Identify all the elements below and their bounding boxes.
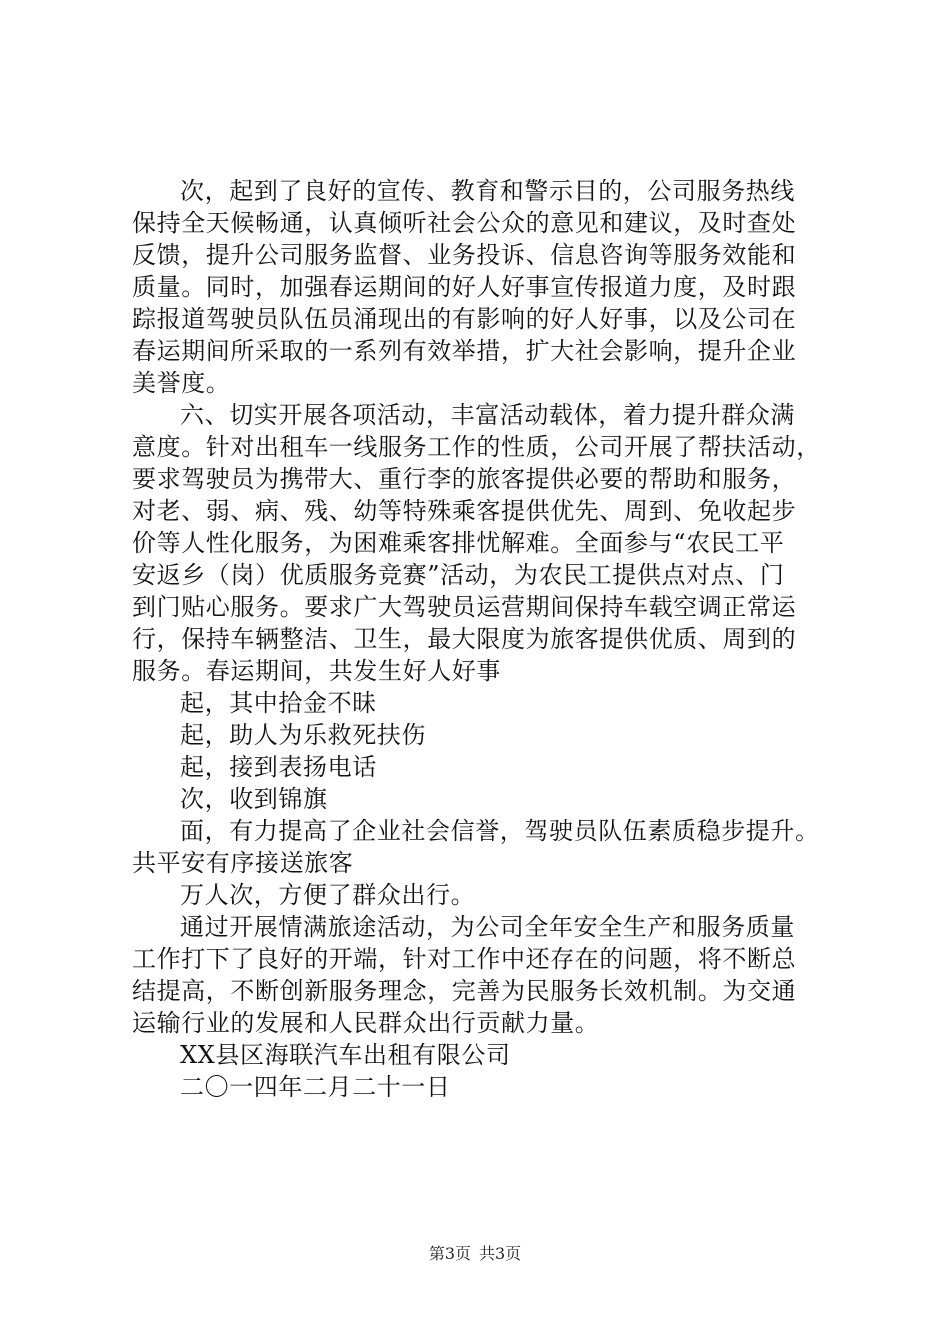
body-line: 对老、弱、病、残、幼等特殊乘客提供优先、周到、免收起步 — [132, 497, 797, 525]
body-line: 行，保持车辆整洁、卫生，最大限度为旅客提供优质、周到的 — [132, 625, 797, 653]
body-line: 通过开展情满旅途活动，为公司全年安全生产和服务质量 — [180, 913, 795, 941]
body-line: 到门贴心服务。要求广大驾驶员运营期间保持车载空调正常运 — [132, 593, 797, 621]
body-line: 服务。春运期间，共发生好人好事 — [132, 657, 501, 685]
body-line: 春运期间所采取的一系列有效举措，扩大社会影响，提升企业 — [132, 337, 797, 365]
body-line: 二〇一四年二月二十一日 — [180, 1073, 451, 1101]
body-line: 安返乡（岗）优质服务竞赛”活动，为农民工提供点对点、门 — [132, 561, 785, 589]
body-line: 起，其中拾金不昧 — [180, 689, 377, 717]
body-line: 起，接到表扬电话 — [180, 753, 377, 781]
body-line: 保持全天候畅通，认真倾听社会公众的意见和建议，及时查处 — [132, 209, 797, 237]
body-line: 质量。同时，加强春运期间的好人好事宣传报道力度，及时跟 — [132, 273, 797, 301]
page-number-total: 共3页 — [479, 1244, 522, 1263]
body-line: 六、切实开展各项活动，丰富活动载体，着力提升群众满 — [180, 401, 795, 429]
body-line: 起，助人为乐救死扶伤 — [180, 721, 426, 749]
body-line: 工作打下了良好的开端，针对工作中还存在的问题，将不断总 — [132, 945, 797, 973]
body-line: 结提高，不断创新服务理念，完善为民服务长效机制。为交通 — [132, 977, 797, 1005]
body-line: 共平安有序接送旅客 — [132, 849, 354, 877]
body-line: 次，起到了良好的宣传、教育和警示目的，公司服务热线 — [180, 177, 795, 205]
body-line: 踪报道驾驶员队伍员涌现出的有影响的好人好事，以及公司在 — [132, 305, 797, 333]
body-line: 价等人性化服务，为困难乘客排忧解难。全面参与“农民工平 — [132, 529, 785, 557]
body-line: 意度。针对出租车一线服务工作的性质，公司开展了帮扶活动， — [132, 433, 821, 461]
body-line: 面，有力提高了企业社会信誉，驾驶员队伍素质稳步提升。 — [180, 817, 820, 845]
body-line: 要求驾驶员为携带大、重行李的旅客提供必要的帮助和服务， — [132, 465, 797, 493]
body-line: 运输行业的发展和人民群众出行贡献力量。 — [132, 1009, 600, 1037]
page-number-current: 第3页 — [428, 1244, 471, 1263]
body-line: 反馈，提升公司服务监督、业务投诉、信息咨询等服务效能和 — [132, 241, 797, 269]
body-line: 万人次，方便了群众出行。 — [180, 881, 476, 909]
body-line: 美誉度。 — [132, 369, 231, 397]
body-line: XX县区海联汽车出租有限公司 — [180, 1041, 511, 1069]
document-body — [132, 175, 832, 1103]
body-line: 次，收到锦旗 — [180, 785, 328, 813]
page-footer — [0, 1243, 950, 1265]
